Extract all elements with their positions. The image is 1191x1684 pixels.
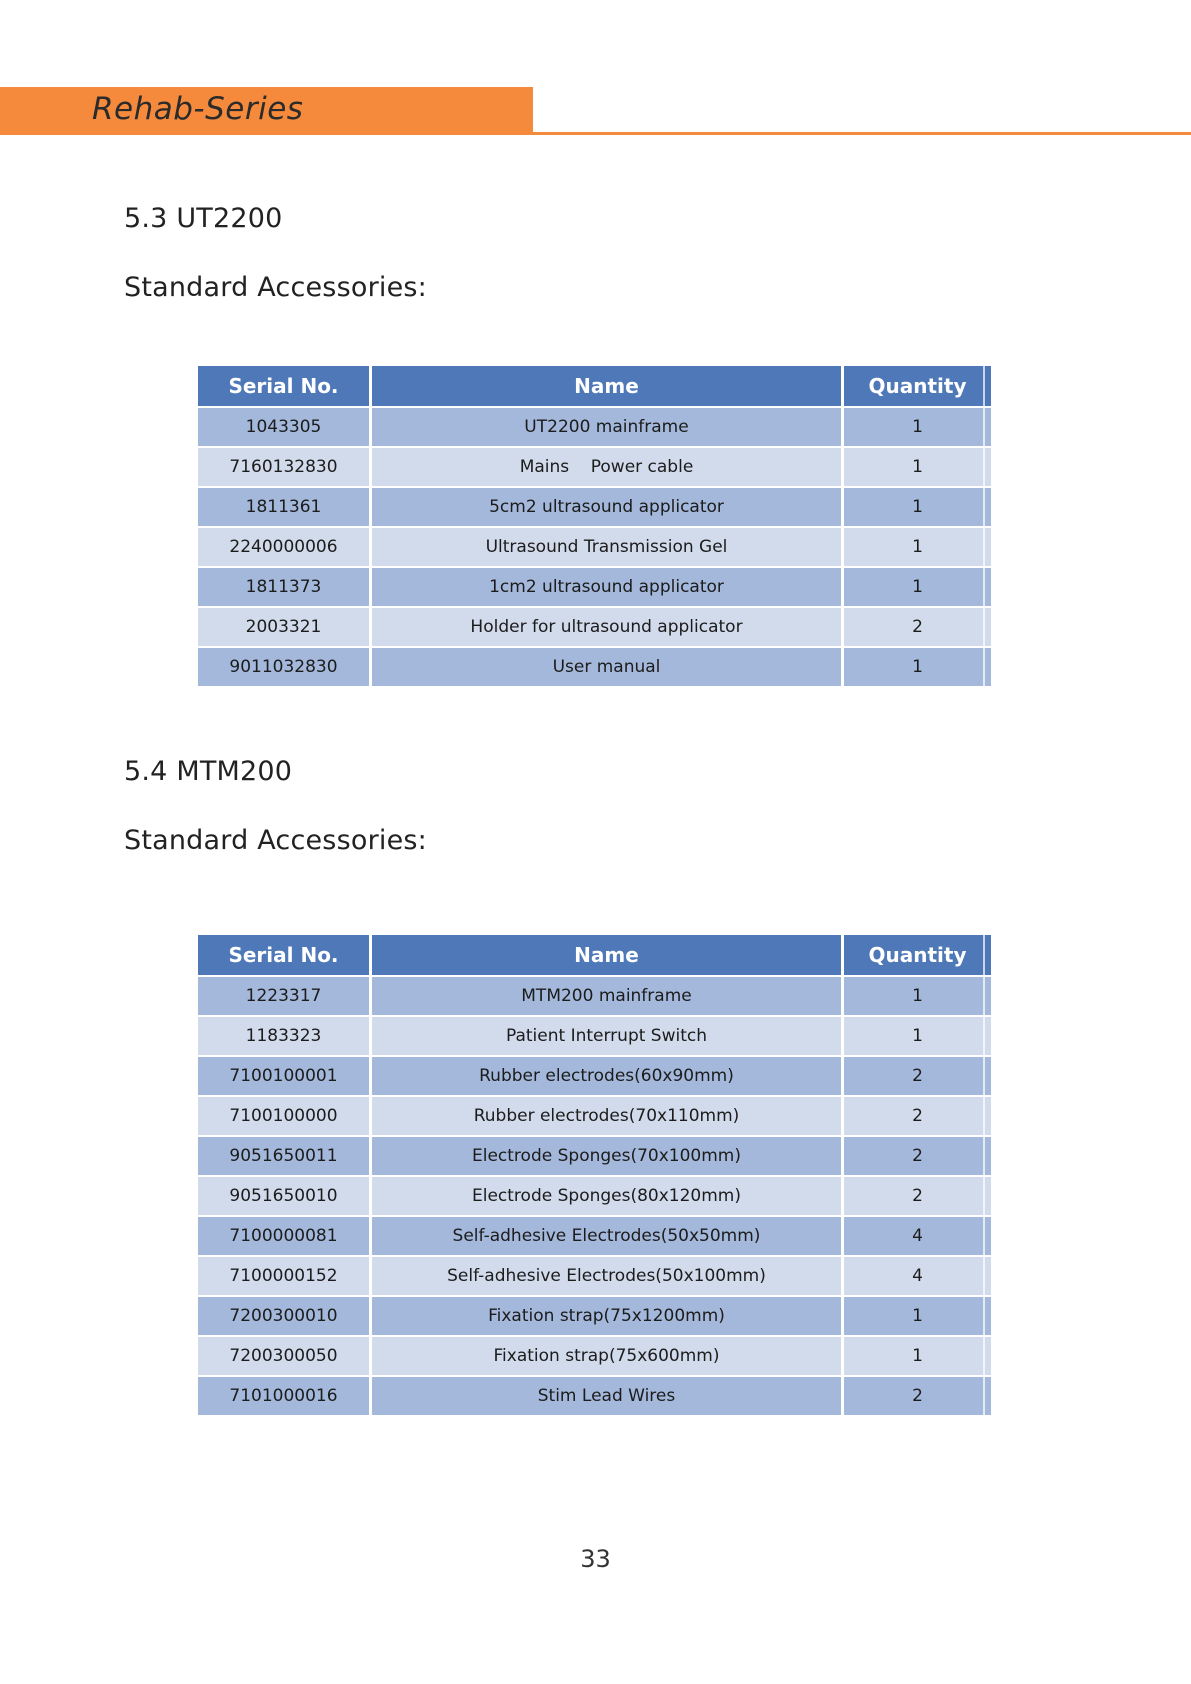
serial-cell: 1043305 [198, 408, 369, 446]
column-header-name: Name [369, 366, 841, 406]
quantity-cell: 2 [841, 1097, 991, 1135]
name-cell: Self-adhesive Electrodes(50x50mm) [369, 1217, 841, 1255]
name-cell: Holder for ultrasound applicator [369, 608, 841, 646]
quantity-cell: 2 [841, 1377, 991, 1415]
series-title: Rehab-Series [92, 91, 304, 127]
table-row [198, 1217, 991, 1255]
page-number: 33 [580, 1545, 611, 1573]
serial-cell: 1811361 [198, 488, 369, 526]
name-cell: Rubber electrodes(70x110mm) [369, 1097, 841, 1135]
table-row [198, 1297, 991, 1335]
section-subtitle-ut2200: Standard Accessories: [124, 272, 427, 303]
column-header-serial: Serial No. [198, 366, 369, 406]
quantity-cell: 1 [841, 488, 991, 526]
quantity-cell: 1 [841, 648, 991, 686]
name-cell: Patient Interrupt Switch [369, 1017, 841, 1055]
name-cell: Stim Lead Wires [369, 1377, 841, 1415]
name-cell: Ultrasound Transmission Gel [369, 528, 841, 566]
quantity-cell: 1 [841, 1017, 991, 1055]
table-row [198, 1177, 991, 1215]
serial-cell: 7100000152 [198, 1257, 369, 1295]
name-cell: Electrode Sponges(80x120mm) [369, 1177, 841, 1215]
name-cell: Fixation strap(75x600mm) [369, 1337, 841, 1375]
serial-cell: 2240000006 [198, 528, 369, 566]
table-row [198, 648, 991, 686]
name-cell: MTM200 mainframe [369, 977, 841, 1015]
serial-cell: 7100100001 [198, 1057, 369, 1095]
serial-cell: 7101000016 [198, 1377, 369, 1415]
name-cell: 1cm2 ultrasound applicator [369, 568, 841, 606]
serial-cell: 1811373 [198, 568, 369, 606]
quantity-cell: 1 [841, 568, 991, 606]
name-cell: Electrode Sponges(70x100mm) [369, 1137, 841, 1175]
table-header-row [198, 935, 991, 975]
section-subtitle-mtm200: Standard Accessories: [124, 825, 427, 856]
table-row [198, 448, 991, 486]
column-header-serial: Serial No. [198, 935, 369, 975]
table-row [198, 1097, 991, 1135]
table-row [198, 528, 991, 566]
quantity-cell: 2 [841, 1177, 991, 1215]
table-row [198, 568, 991, 606]
name-cell: Fixation strap(75x1200mm) [369, 1297, 841, 1335]
table-row [198, 1377, 991, 1415]
serial-cell: 2003321 [198, 608, 369, 646]
name-cell: User manual [369, 648, 841, 686]
name-cell: Self-adhesive Electrodes(50x100mm) [369, 1257, 841, 1295]
serial-cell: 1183323 [198, 1017, 369, 1055]
quantity-cell: 2 [841, 1057, 991, 1095]
quantity-cell: 2 [841, 608, 991, 646]
quantity-cell: 1 [841, 528, 991, 566]
serial-cell: 9011032830 [198, 648, 369, 686]
name-cell: 5cm2 ultrasound applicator [369, 488, 841, 526]
name-cell: UT2200 mainframe [369, 408, 841, 446]
column-header-name: Name [369, 935, 841, 975]
table-row [198, 488, 991, 526]
header-rule [533, 132, 1191, 135]
table-row [198, 1337, 991, 1375]
quantity-cell: 2 [841, 1137, 991, 1175]
serial-cell: 1223317 [198, 977, 369, 1015]
section-title-ut2200: 5.3 UT2200 [124, 203, 283, 234]
quantity-cell: 1 [841, 1297, 991, 1335]
table-row [198, 1017, 991, 1055]
serial-cell: 7200300050 [198, 1337, 369, 1375]
column-header-quantity: Quantity [841, 366, 991, 406]
quantity-cell: 1 [841, 448, 991, 486]
serial-cell: 9051650011 [198, 1137, 369, 1175]
name-cell: Mains Power cable [369, 448, 841, 486]
name-cell: Rubber electrodes(60x90mm) [369, 1057, 841, 1095]
table-row [198, 408, 991, 446]
quantity-cell: 4 [841, 1217, 991, 1255]
table-row [198, 608, 991, 646]
quantity-cell: 1 [841, 408, 991, 446]
accessories-table-mtm200 [198, 933, 991, 1417]
accessories-table-ut2200 [198, 364, 991, 688]
quantity-cell: 1 [841, 977, 991, 1015]
table-row [198, 977, 991, 1015]
section-title-mtm200: 5.4 MTM200 [124, 756, 293, 787]
serial-cell: 9051650010 [198, 1177, 369, 1215]
quantity-cell: 1 [841, 1337, 991, 1375]
column-header-quantity: Quantity [841, 935, 991, 975]
serial-cell: 7200300010 [198, 1297, 369, 1335]
quantity-cell: 4 [841, 1257, 991, 1295]
serial-cell: 7100000081 [198, 1217, 369, 1255]
table-row [198, 1257, 991, 1295]
serial-cell: 7100100000 [198, 1097, 369, 1135]
table-header-row [198, 366, 991, 406]
table-row [198, 1057, 991, 1095]
serial-cell: 7160132830 [198, 448, 369, 486]
table-row [198, 1137, 991, 1175]
